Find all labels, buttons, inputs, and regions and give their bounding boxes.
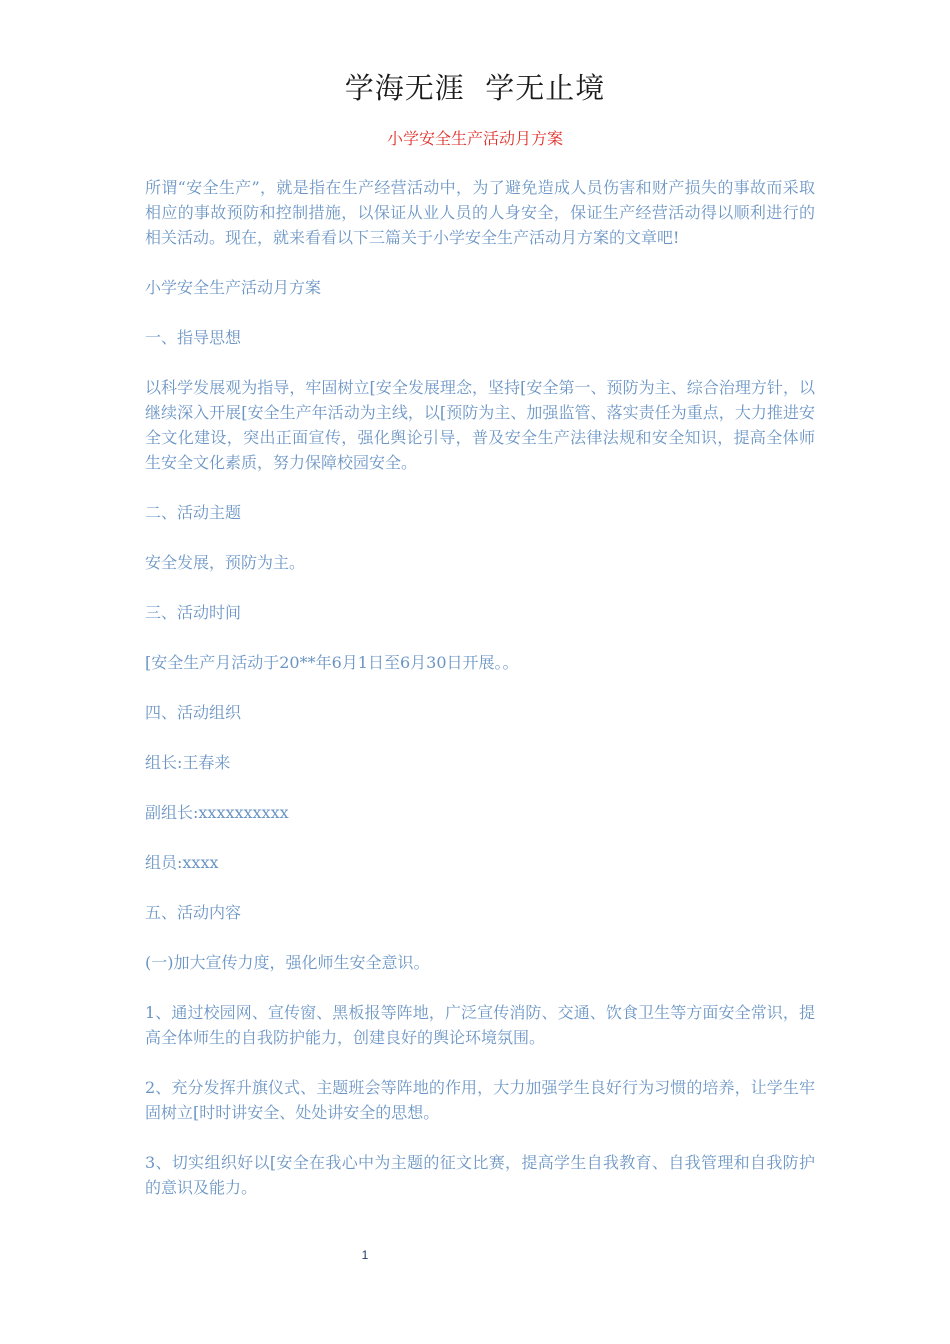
section-heading-time: 三、活动时间 [145, 603, 242, 622]
deputy-leader-line: 副组长:xxxxxxxxxx [145, 803, 289, 822]
page-number: 1 [361, 1248, 369, 1262]
theme-paragraph: 安全发展，预防为主。 [145, 553, 306, 572]
section-heading-organization: 四、活动组织 [145, 703, 242, 722]
section-heading-content: 五、活动内容 [145, 903, 242, 922]
document-body [145, 175, 815, 1225]
leader-line: 组长:王春来 [145, 753, 231, 772]
document-title: 小学安全生产活动月方案 [386, 129, 563, 148]
intro-paragraph: 所谓“安全生产”，就是指在生产经营活动中，为了避免造成人员伤害和财产损失的事故而采取相应的事故预防和控制措施，以保证从业人员的人身安全，保证生产经营活动得以顺利进行的相关活动。现在，就来看看以下三篇关于小学安全生产活动月方案的文章吧! [145, 178, 815, 247]
subsection-heading-publicity: (一)加大宣传力度，强化师生安全意识。 [145, 953, 430, 972]
guiding-ideology-paragraph: 以科学发展观为指导，牢固树立[安全发展理念，坚持[安全第一、预防为主、综合治理方针，以继续深入开展[安全生产年活动为主线，以[预防为主、加强监管、落实责任为重点，大力推进安全文化建设，突出正面宣传，强化舆论引导，普及安全生产法律法规和安全知识，提高全体师生安全文化素质，努力保障校园安全。 [145, 378, 815, 472]
members-line: 组员:xxxx [145, 853, 219, 872]
time-paragraph: [安全生产月活动于20**年6月1日至6月30日开展。。 [145, 653, 519, 672]
header-title: 学海无涯 学无止境 [344, 71, 606, 105]
content-item-1: 1、通过校园网、宣传窗、黑板报等阵地，广泛宣传消防、交通、饮食卫生等方面安全常识，提高全体师生的自我防护能力，创建良好的舆论环境氛围。 [145, 1003, 815, 1047]
section-heading-guiding-ideology: 一、指导思想 [145, 328, 242, 347]
section-subtitle: 小学安全生产活动月方案 [145, 278, 322, 297]
content-item-2: 2、充分发挥升旗仪式、主题班会等阵地的作用，大力加强学生良好行为习惯的培养，让学生牢固树立[时时讲安全、处处讲安全的思想。 [145, 1078, 815, 1122]
content-item-3: 3、切实组织好以[安全在我心中为主题的征文比赛，提高学生自我教育、自我管理和自我防护的意识及能力。 [145, 1153, 815, 1197]
section-heading-theme: 二、活动主题 [145, 503, 242, 522]
